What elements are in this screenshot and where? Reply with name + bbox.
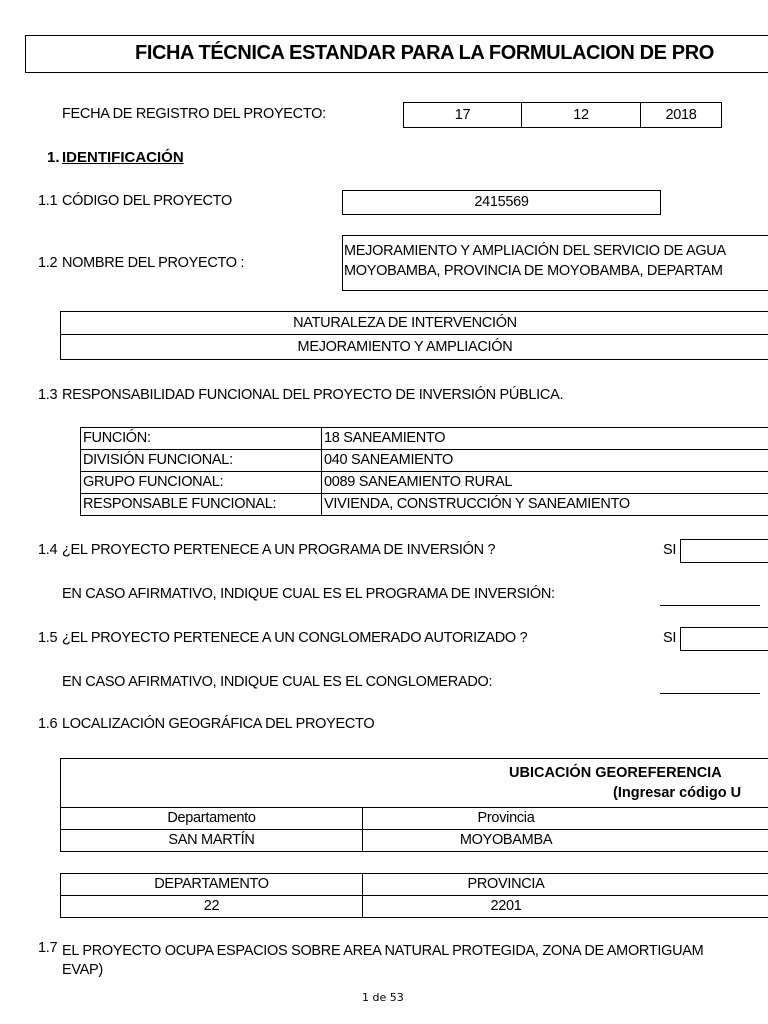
resp-val-1: 040 SANEAMIENTO (321, 449, 768, 472)
q14-label: ¿EL PROYECTO PERTENECE A UN PROGRAMA DE INVERSIÓN ? (62, 542, 496, 558)
q15-si-box[interactable] (680, 627, 768, 651)
geo-val-departamento: SAN MARTÍN (60, 829, 363, 852)
resp-val-2: 0089 SANEAMIENTO RURAL (321, 471, 768, 494)
codigo-num: 1.1 (38, 193, 58, 209)
nombre-label: NOMBRE DEL PROYECTO : (62, 255, 245, 271)
localizacion-num: 1.6 (38, 716, 58, 732)
q14-answer-line[interactable] (660, 605, 760, 606)
q17-line2: EVAP) (62, 962, 103, 978)
code-val-provincia: 2201 (362, 895, 768, 918)
q15-num: 1.5 (38, 630, 58, 646)
geo-subtitle: (Ingresar código U (613, 785, 742, 801)
q15-answer-line[interactable] (660, 693, 760, 694)
code-col-departamento: DEPARTAMENTO (60, 873, 363, 896)
registro-year: 2018 (640, 102, 722, 128)
resp-key-3: RESPONSABLE FUNCIONAL: (80, 493, 322, 516)
nombre-line2: MOYOBAMBA, PROVINCIA DE MOYOBAMBA, DEPARTAM (344, 263, 723, 279)
q14-si-box[interactable] (680, 539, 768, 563)
q17-line1: EL PROYECTO OCUPA ESPACIOS SOBRE AREA NATURAL PROTEGIDA, ZONA DE AMORTIGUAM (62, 943, 704, 959)
resp-key-0: FUNCIÓN: (80, 427, 322, 450)
codigo-label: CÓDIGO DEL PROYECTO (62, 193, 232, 209)
page-title: FICHA TÉCNICA ESTANDAR PARA LA FORMULACION DE PRO (135, 42, 714, 64)
q15-label: ¿EL PROYECTO PERTENECE A UN CONGLOMERADO AUTORIZADO ? (62, 630, 528, 646)
geo-col-provincia: Provincia (362, 807, 768, 830)
q15-si-label: SI (663, 630, 677, 646)
resp-key-2: GRUPO FUNCIONAL: (80, 471, 322, 494)
resp-val-0: 18 SANEAMIENTO (321, 427, 768, 450)
registro-label: FECHA DE REGISTRO DEL PROYECTO: (62, 106, 326, 122)
q15-followup: EN CASO AFIRMATIVO, INDIQUE CUAL ES EL CONGLOMERADO: (62, 674, 493, 690)
geo-title: UBICACIÓN GEOREFERENCIA (509, 765, 722, 781)
section-title: IDENTIFICACIÓN (62, 149, 184, 166)
geo-col-departamento: Departamento (60, 807, 363, 830)
code-col-provincia: PROVINCIA (362, 873, 768, 896)
responsabilidad-num: 1.3 (38, 387, 58, 403)
resp-key-1: DIVISIÓN FUNCIONAL: (80, 449, 322, 472)
geo-val-provincia: MOYOBAMBA (362, 829, 768, 852)
resp-val-3: VIVIENDA, CONSTRUCCIÓN Y SANEAMIENTO (321, 493, 768, 516)
page-number: 1 de 53 (362, 991, 404, 1004)
q14-followup: EN CASO AFIRMATIVO, INDIQUE CUAL ES EL PROGRAMA DE INVERSIÓN: (62, 586, 555, 602)
registro-day: 17 (403, 102, 522, 128)
section-number: 1. (47, 149, 60, 166)
naturaleza-header: NATURALEZA DE INTERVENCIÓN (60, 311, 768, 335)
code-val-departamento: 22 (60, 895, 363, 918)
localizacion-label: LOCALIZACIÓN GEOGRÁFICA DEL PROYECTO (62, 716, 375, 732)
nombre-line1: MEJORAMIENTO Y AMPLIACIÓN DEL SERVICIO DE AGUA (344, 243, 726, 259)
q14-si-label: SI (663, 542, 677, 558)
naturaleza-value: MEJORAMIENTO Y AMPLIACIÓN (60, 334, 768, 360)
q14-num: 1.4 (38, 542, 58, 558)
responsabilidad-label: RESPONSABILIDAD FUNCIONAL DEL PROYECTO DE INVERSIÓN PÚBLICA. (62, 387, 564, 403)
nombre-num: 1.2 (38, 255, 58, 271)
q17-num: 1.7 (38, 940, 58, 956)
registro-month: 12 (521, 102, 641, 128)
codigo-value: 2415569 (342, 190, 661, 215)
